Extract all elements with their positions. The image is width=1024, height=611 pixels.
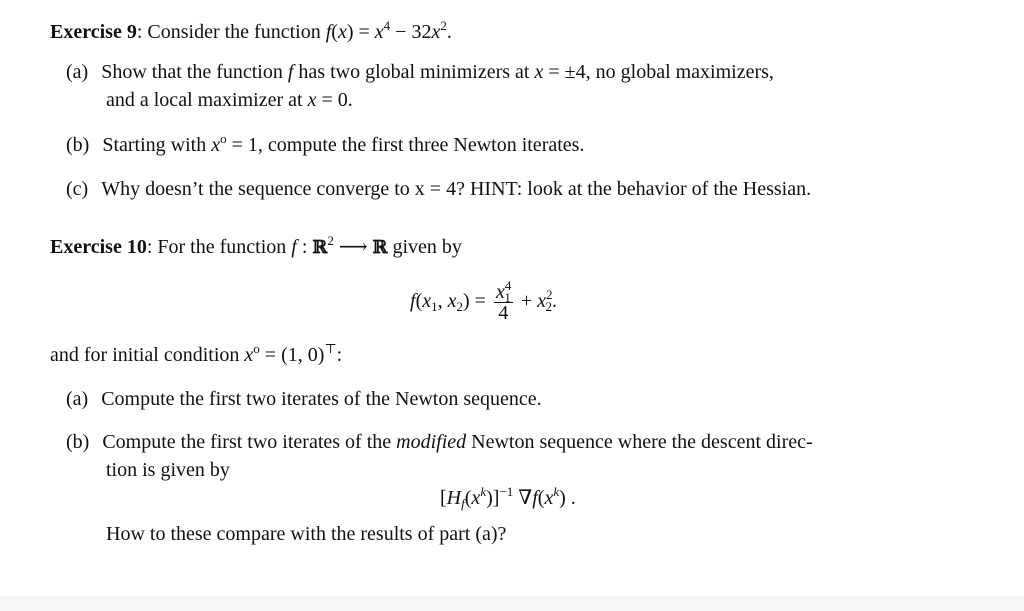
exercise-9-intro: Consider the function bbox=[147, 21, 321, 43]
part-label: (b) bbox=[66, 134, 90, 156]
part-label: (c) bbox=[66, 178, 89, 200]
exercise-9-part-a-line1: (a) Show that the function f has two global minimizers at x = ±4, no global maximizers, bbox=[66, 61, 774, 83]
footer-band bbox=[0, 596, 1024, 611]
exercise-9-part-a-line2: and a local maximizer at x = 0. bbox=[106, 89, 353, 111]
part-label: (b) bbox=[66, 431, 90, 453]
exercise-10-initial-condition: and for initial condition $x^o = (1$, 0)⊤: bbox=[50, 341, 343, 366]
part-label: (a) bbox=[66, 61, 89, 83]
descent-direction-formula: $[H_f(x^k)]^{-1}$ $\nabla f(x^k)$ . bbox=[440, 484, 576, 511]
exercise-9-heading-line: Exercise 9: Consider the function $f(x) = x^4 - 32x^2$. bbox=[50, 18, 452, 43]
exercise-10-part-b-line2: tion is given by bbox=[106, 459, 230, 481]
exercise-9-part-c bbox=[66, 177, 811, 201]
exercise-10-equation: $f(x_1$, $x_2$) = $\frac{x^4_1}{4}$ + $x^2_2$. bbox=[410, 278, 558, 324]
exercise-9-title: Exercise 9 bbox=[50, 21, 137, 43]
exercise-9-part-c-text: Why doesn’t the sequence converge to x = 4? HINT: look at the behavior of the Hessian. bbox=[101, 178, 812, 200]
equation-fraction: $\frac{x^4_1}{4}$ bbox=[495, 278, 512, 324]
comparison-question: How to these compare with the results of part (a)? bbox=[106, 523, 507, 545]
exercise-10-title: Exercise 10 bbox=[50, 236, 147, 258]
emphasis-modified: modified bbox=[396, 431, 467, 453]
exercise-10-part-a bbox=[66, 387, 542, 411]
exercise-10-part-b-line1: (b) Compute the first two iterates of the modified Newton sequence where the descent direc- bbox=[66, 431, 813, 453]
exercise-10-heading-line: Exercise 10: For the function f : ℝ$^2$ ⟶ ℝ given by bbox=[50, 233, 462, 258]
exercise-10-part-a-text: Compute the first two iterates of the Newton sequence. bbox=[101, 388, 542, 410]
exercise-9-part-b: (b) Starting with $x^o = 1$, compute the first three Newton iterates. bbox=[66, 131, 585, 156]
exercise-9-function: f bbox=[325, 21, 332, 43]
part-label: (a) bbox=[66, 388, 89, 410]
